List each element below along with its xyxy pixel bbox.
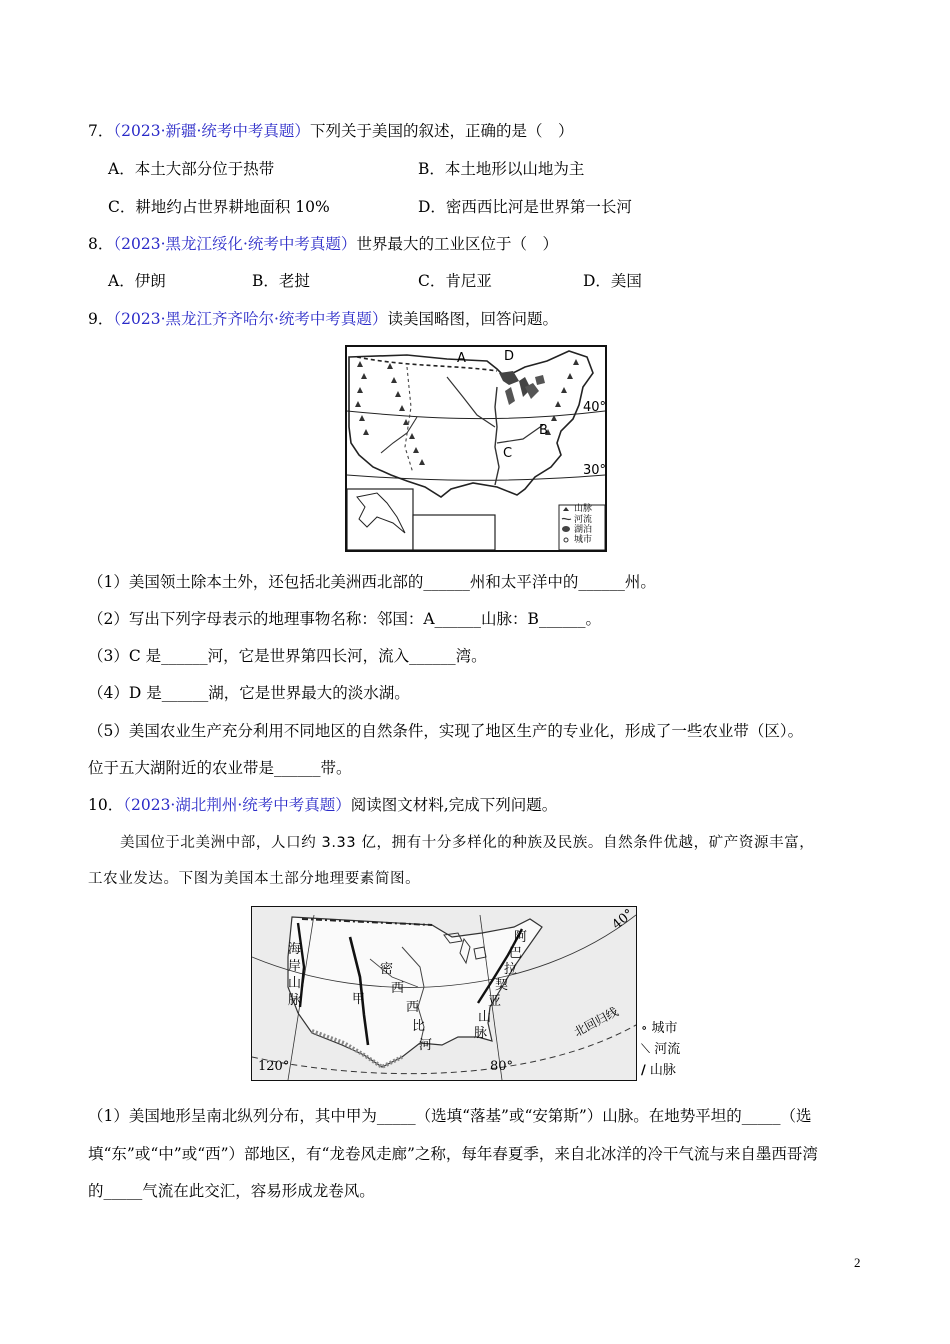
q9-sub-3: （3）C 是______河，它是世界第四长河，流入______湾。 — [88, 647, 487, 665]
mississippi-char-1: 密 — [380, 962, 394, 977]
q8-option-b: B．老挝 — [252, 272, 310, 290]
q8-option-c: C．肯尼亚 — [418, 272, 492, 290]
label-c: C — [503, 446, 513, 461]
legend-city: ∘ 城市 — [641, 1021, 678, 1036]
appalachian-char-4: 契 — [495, 978, 509, 993]
appalachian-char-3: 拉 — [504, 962, 518, 977]
usa-sketch-map — [345, 345, 607, 552]
legend-mountain: / 山脉 — [641, 1063, 676, 1078]
q9-source: （2023·黑龙江齐齐哈尔·统考中考真题） — [113, 310, 388, 328]
q9-sub-5: （5）美国农业生产充分利用不同地区的自然条件，实现了地区生产的专业化，形成了一些农业带（区）。 — [88, 722, 804, 740]
river-icon: ⟍ — [641, 1042, 651, 1057]
q7-option-d: D．密西西比河是世界第一长河 — [418, 198, 632, 216]
legend-river: 河流 — [574, 515, 593, 525]
city-icon: ∘ — [641, 1021, 648, 1036]
q8-source: （2023·黑龙江绥化·统考中考真题） — [113, 235, 357, 253]
usa-map-drawing — [347, 347, 605, 550]
label-lat30: 30° — [583, 463, 607, 478]
tropic-label: 北回归线 — [571, 1004, 621, 1040]
appalachian-char-2: 巴 — [509, 946, 523, 961]
label-a: A — [457, 351, 466, 366]
q8-option-a: A．伊朗 — [108, 272, 166, 290]
legend-river: ⟍ 河流 — [641, 1042, 681, 1057]
mississippi-char-2: 西 — [391, 981, 405, 996]
appalachian-char-7: 脉 — [474, 1026, 488, 1041]
q10-source: （2023·湖北荆州·统考中考真题） — [123, 796, 351, 814]
usa-features-drawing — [252, 907, 636, 1080]
q8-option-d: D．美国 — [583, 272, 642, 290]
appalachian-char-1: 阿 — [514, 930, 528, 945]
q9-sub-5-cont: 位于五大湖附近的农业带是______带。 — [88, 759, 352, 777]
legend-lake: 湖泊 — [574, 525, 593, 535]
q9-sub-4: （4）D 是______湖，它是世界最大的淡水湖。 — [88, 684, 410, 702]
q10-material-line2: 工农业发达。下图为美国本土部分地理要素简图。 — [88, 871, 421, 887]
mountain-icon: / — [641, 1063, 646, 1078]
mississippi-char-3: 西 — [406, 1000, 420, 1015]
appalachian-char-6: 山 — [478, 1010, 492, 1025]
label-d: D — [504, 349, 515, 364]
q7-option-a: A．本土大部分位于热带 — [108, 160, 275, 178]
q8-stem: 8．（2023·黑龙江绥化·统考中考真题）世界最大的工业区位于（ ） — [88, 235, 558, 253]
q10-material-line1: 美国位于北美洲中部，人口约 3.33 亿，拥有十分多样化的种族及民族。自然条件优越，矿产资源丰富， — [120, 835, 815, 851]
q9-sub-2: （2）写出下列字母表示的地理事物名称：邻国：A______山脉：B______。 — [88, 610, 601, 628]
usa-features-map — [251, 906, 637, 1081]
legend-city: 城市 — [574, 535, 593, 545]
mississippi-char-5: 河 — [419, 1038, 433, 1053]
mississippi-char-4: 比 — [412, 1019, 426, 1034]
legend-mountain: 山脉 — [574, 504, 593, 514]
q7-source: （2023·新疆·统考中考真题） — [113, 122, 310, 140]
coastal-range-label: 海 岸 山 脉 — [288, 942, 302, 1008]
q10-sub-1-line3: 的_____气流在此交汇，容易形成龙卷风。 — [88, 1182, 375, 1200]
q7-option-b: B．本土地形以山地为主 — [418, 160, 585, 178]
label-b: B — [539, 423, 548, 438]
q7-option-c: C．耕地约占世界耕地面积 10% — [108, 198, 330, 216]
q10-sub-1-line1: （1）美国地形呈南北纵列分布，其中甲为_____（选填“落基”或“安第斯”）山脉。在地势平坦的_____（选 — [88, 1107, 812, 1125]
q9-stem: 9．（2023·黑龙江齐齐哈尔·统考中考真题）读美国略图，回答问题。 — [88, 310, 558, 328]
lon-120-label: 120° — [258, 1059, 290, 1074]
page-number: 2 — [854, 1255, 861, 1270]
appalachian-char-5: 亚 — [488, 994, 502, 1009]
q9-sub-1: （1）美国领土除本土外，还包括北美洲西北部的______州和太平洋中的______州。 — [88, 573, 656, 591]
q7-stem: 7．（2023·新疆·统考中考真题）下列关于美国的叙述，正确的是（ ） — [88, 122, 574, 140]
lon-80-label: 80° — [490, 1059, 514, 1074]
q10-stem: 10．（2023·湖北荆州·统考中考真题）阅读图文材料,完成下列问题。 — [88, 796, 558, 814]
jia-label: 甲 — [352, 992, 366, 1007]
label-lat40: 40° — [583, 400, 607, 415]
lat-40-label: 40° — [609, 906, 637, 933]
q10-sub-1-line2: 填“东”或“中”或“西”）部地区，有“龙卷风走廊”之称，每年春夏季，来自北冰洋的冷干气流与来自墨西哥湾 — [88, 1145, 818, 1163]
